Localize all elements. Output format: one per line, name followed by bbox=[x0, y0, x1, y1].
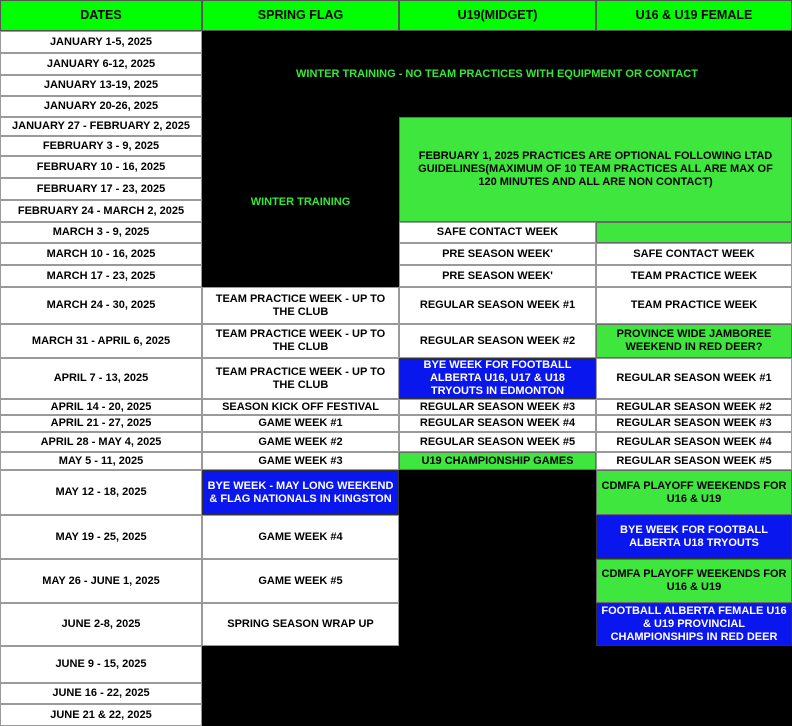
date-cell: MARCH 3 - 9, 2025 bbox=[0, 222, 202, 243]
u19-may5-championship: U19 CHAMPIONSHIP GAMES bbox=[399, 452, 596, 470]
date-cell: FEBRUARY 17 - 23, 2025 bbox=[0, 178, 202, 200]
date-cell: MARCH 10 - 16, 2025 bbox=[0, 243, 202, 265]
flag-may19: GAME WEEK #4 bbox=[202, 515, 399, 559]
u19-apr14: REGULAR SEASON WEEK #3 bbox=[399, 399, 596, 415]
date-cell: MAY 19 - 25, 2025 bbox=[0, 515, 202, 559]
flag-jun2: SPRING SEASON WRAP UP bbox=[202, 603, 399, 646]
date-cell: MAY 5 - 11, 2025 bbox=[0, 452, 202, 470]
female-mar3-green bbox=[596, 222, 792, 243]
female-apr7: REGULAR SEASON WEEK #1 bbox=[596, 358, 792, 399]
date-cell: MARCH 17 - 23, 2025 bbox=[0, 265, 202, 287]
header-dates: DATES bbox=[0, 0, 202, 31]
date-cell: FEBRUARY 3 - 9, 2025 bbox=[0, 136, 202, 156]
date-cell: APRIL 28 - MAY 4, 2025 bbox=[0, 432, 202, 452]
winter-no-practice-banner: WINTER TRAINING - NO TEAM PRACTICES WITH EQUIPMENT OR CONTACT bbox=[202, 31, 792, 117]
date-cell: JUNE 16 - 22, 2025 bbox=[0, 683, 202, 704]
flag-apr7: TEAM PRACTICE WEEK - UP TO THE CLUB bbox=[202, 358, 399, 399]
date-cell: JANUARY 6-12, 2025 bbox=[0, 53, 202, 75]
date-cell: JUNE 21 & 22, 2025 bbox=[0, 704, 202, 726]
u19-mar10: PRE SEASON WEEK' bbox=[399, 243, 596, 265]
date-cell: MAY 26 - JUNE 1, 2025 bbox=[0, 559, 202, 603]
winter-training-banner: WINTER TRAINING bbox=[202, 117, 399, 287]
flag-may12-bye-week: BYE WEEK - MAY LONG WEEKEND & FLAG NATIONALS IN KINGSTON bbox=[202, 470, 399, 515]
u19-apr21: REGULAR SEASON WEEK #4 bbox=[399, 415, 596, 432]
female-apr14: REGULAR SEASON WEEK #2 bbox=[596, 399, 792, 415]
flag-may26: GAME WEEK #5 bbox=[202, 559, 399, 603]
female-may5: REGULAR SEASON WEEK #5 bbox=[596, 452, 792, 470]
date-cell: JANUARY 27 - FEBRUARY 2, 2025 bbox=[0, 117, 202, 136]
female-may26-playoffs: CDMFA PLAYOFF WEEKENDS FOR U16 & U19 bbox=[596, 559, 792, 603]
female-apr28: REGULAR SEASON WEEK #4 bbox=[596, 432, 792, 452]
u19-mar24: REGULAR SEASON WEEK #1 bbox=[399, 287, 596, 324]
flag-apr28: GAME WEEK #2 bbox=[202, 432, 399, 452]
header-u16-u19-female: U16 & U19 FEMALE bbox=[596, 0, 792, 31]
date-cell: APRIL 21 - 27, 2025 bbox=[0, 415, 202, 432]
date-cell: APRIL 7 - 13, 2025 bbox=[0, 358, 202, 399]
u19-mar31: REGULAR SEASON WEEK #2 bbox=[399, 324, 596, 358]
female-mar17: TEAM PRACTICE WEEK bbox=[596, 265, 792, 287]
date-cell: MARCH 24 - 30, 2025 bbox=[0, 287, 202, 324]
header-u19: U19(MIDGET) bbox=[399, 0, 596, 31]
flag-mar24: TEAM PRACTICE WEEK - UP TO THE CLUB bbox=[202, 287, 399, 324]
u19-apr28: REGULAR SEASON WEEK #5 bbox=[399, 432, 596, 452]
date-cell: FEBRUARY 10 - 16, 2025 bbox=[0, 156, 202, 178]
date-cell: JUNE 2-8, 2025 bbox=[0, 603, 202, 646]
flag-apr14: SEASON KICK OFF FESTIVAL bbox=[202, 399, 399, 415]
date-cell: MAY 12 - 18, 2025 bbox=[0, 470, 202, 515]
date-cell: JANUARY 1-5, 2025 bbox=[0, 31, 202, 53]
date-cell: JUNE 9 - 15, 2025 bbox=[0, 646, 202, 683]
female-apr21: REGULAR SEASON WEEK #3 bbox=[596, 415, 792, 432]
date-cell: FEBRUARY 24 - MARCH 2, 2025 bbox=[0, 200, 202, 222]
date-cell: MARCH 31 - APRIL 6, 2025 bbox=[0, 324, 202, 358]
date-cell: JANUARY 13-19, 2025 bbox=[0, 75, 202, 96]
female-jun2-provincials: FOOTBALL ALBERTA FEMALE U16 & U19 PROVINCIAL CHAMPIONSHIPS IN RED DEER bbox=[596, 603, 792, 646]
date-cell: APRIL 14 - 20, 2025 bbox=[0, 399, 202, 415]
date-cell: JANUARY 20-26, 2025 bbox=[0, 96, 202, 117]
female-mar24: TEAM PRACTICE WEEK bbox=[596, 287, 792, 324]
female-may12-playoffs: CDMFA PLAYOFF WEEKENDS FOR U16 & U19 bbox=[596, 470, 792, 515]
female-mar10: SAFE CONTACT WEEK bbox=[596, 243, 792, 265]
header-spring-flag: SPRING FLAG bbox=[202, 0, 399, 31]
flag-mar31: TEAM PRACTICE WEEK - UP TO THE CLUB bbox=[202, 324, 399, 358]
female-mar31-jamboree: PROVINCE WIDE JAMBOREE WEEKEND IN RED DEER? bbox=[596, 324, 792, 358]
u19-apr7-bye-week: BYE WEEK FOR FOOTBALL ALBERTA U16, U17 & U18 TRYOUTS IN EDMONTON bbox=[399, 358, 596, 399]
flag-may5: GAME WEEK #3 bbox=[202, 452, 399, 470]
u19-mar17: PRE SEASON WEEK' bbox=[399, 265, 596, 287]
flag-apr21: GAME WEEK #1 bbox=[202, 415, 399, 432]
february-optional-practices-note: FEBRUARY 1, 2025 PRACTICES ARE OPTIONAL FOLLOWING LTAD GUIDELINES(MAXIMUM OF 10 TEAM PRACTICES ALL ARE MAX OF 120 MINUTES AND ALL ARE NON CONTACT) bbox=[399, 117, 792, 222]
u19-mar3: SAFE CONTACT WEEK bbox=[399, 222, 596, 243]
female-may19-bye-week: BYE WEEK FOR FOOTBALL ALBERTA U18 TRYOUTS bbox=[596, 515, 792, 559]
